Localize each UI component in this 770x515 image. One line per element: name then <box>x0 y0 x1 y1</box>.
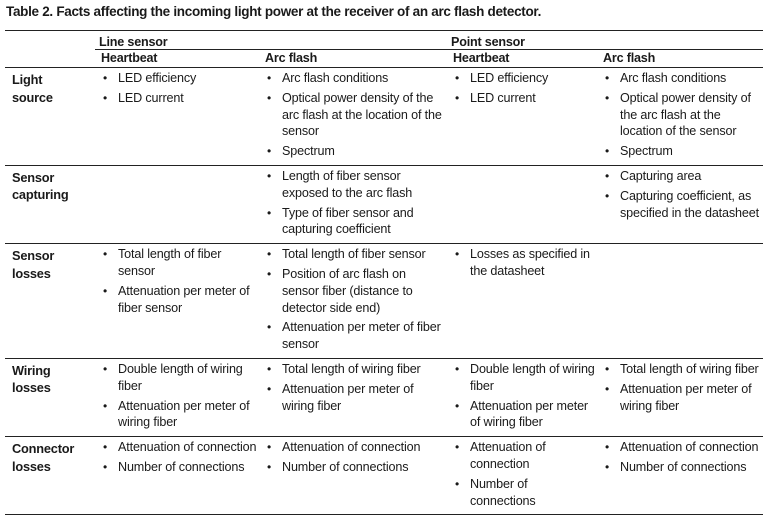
row-header-line: source <box>12 89 53 105</box>
row-header-line: capturing <box>12 187 69 203</box>
bullet-list <box>97 244 257 321</box>
list-item: • LED current <box>97 90 257 107</box>
row-header-line: Light <box>12 72 43 87</box>
bullet-list <box>261 244 445 358</box>
bullet-list <box>599 244 761 248</box>
list-item: • Attenuation per meter of wiring fiber <box>599 381 761 415</box>
list-item: • Attenuation per meter of fiber sensor <box>97 283 257 317</box>
bullet-list <box>261 68 445 165</box>
facts-table <box>5 30 763 515</box>
row-header <box>5 244 95 359</box>
list-item: • Double length of wiring fiber <box>449 361 595 395</box>
bullet-list <box>449 68 595 112</box>
cell-point-heartbeat <box>447 165 597 243</box>
list-item: • Attenuation per meter of fiber sensor <box>261 319 445 353</box>
group-header-line-sensor: Line sensor <box>95 31 447 50</box>
table-row <box>5 244 763 359</box>
bullet-list <box>261 437 445 481</box>
list-item: • LED efficiency <box>449 70 595 87</box>
subheader-line-arc-flash: Arc flash <box>259 50 447 68</box>
list-item: • Double length of wiring fiber <box>97 361 257 395</box>
list-item: • Attenuation of connection <box>599 439 761 456</box>
table-row <box>5 165 763 243</box>
cell-point-arc-flash <box>597 437 763 515</box>
list-item: • Losses as specified in the datasheet <box>449 246 595 280</box>
cell-line-arc-flash <box>259 165 447 243</box>
cell-point-arc-flash <box>597 165 763 243</box>
row-header-line: losses <box>12 458 51 474</box>
bullet-list <box>449 437 595 514</box>
list-item: • Optical power density of the arc flash at the location of the sensor <box>599 90 761 140</box>
cell-point-arc-flash <box>597 244 763 359</box>
table-row <box>5 358 763 436</box>
cell-point-arc-flash <box>597 68 763 166</box>
list-item: • Attenuation of connection <box>97 439 257 456</box>
list-item: • Capturing area <box>599 168 761 185</box>
corner-cell <box>5 31 95 50</box>
list-item: • Total length of wiring fiber <box>261 361 445 378</box>
list-item: • Arc flash conditions <box>599 70 761 87</box>
list-item: • Spectrum <box>599 143 761 160</box>
list-item: • Attenuation per meter of wiring fiber <box>261 381 445 415</box>
bullet-list <box>97 166 257 170</box>
bullet-list <box>97 437 257 481</box>
bullet-list <box>97 68 257 112</box>
bullet-list <box>261 359 445 419</box>
bullet-list <box>261 166 445 243</box>
group-header-point-sensor: Point sensor <box>447 31 763 50</box>
cell-point-arc-flash <box>597 358 763 436</box>
cell-point-heartbeat <box>447 244 597 359</box>
list-item: • Capturing coefficient, as specified in the datasheet <box>599 188 761 222</box>
cell-line-heartbeat <box>95 358 259 436</box>
list-item: • LED current <box>449 90 595 107</box>
bullet-list <box>599 359 761 419</box>
subheader-point-arc-flash: Arc flash <box>597 50 763 68</box>
list-item: • Arc flash conditions <box>261 70 445 87</box>
subheader-point-heartbeat: Heartbeat <box>447 50 597 68</box>
row-header-line: losses <box>12 265 51 281</box>
list-item: • Number of connections <box>599 459 761 476</box>
table-caption: Table 2. Facts affecting the incoming light power at the receiver of an arc flash detector. <box>6 4 542 19</box>
cell-line-arc-flash <box>259 437 447 515</box>
list-item: • Total length of wiring fiber <box>599 361 761 378</box>
cell-point-heartbeat <box>447 68 597 166</box>
list-item: • Type of fiber sensor and capturing coefficient <box>261 205 445 239</box>
bullet-list <box>449 244 595 285</box>
corner-cell-sub <box>5 50 95 68</box>
row-header <box>5 68 95 166</box>
bullet-list <box>599 166 761 226</box>
bullet-list <box>599 437 761 481</box>
cell-line-arc-flash <box>259 244 447 359</box>
bullet-list <box>97 359 257 436</box>
cell-line-heartbeat <box>95 165 259 243</box>
list-item: • LED efficiency <box>97 70 257 87</box>
list-item: • Attenuation per meter of wiring fiber <box>97 398 257 432</box>
bullet-list <box>449 166 595 170</box>
subheader-line-heartbeat: Heartbeat <box>95 50 259 68</box>
cell-line-heartbeat <box>95 68 259 166</box>
list-item: • Length of fiber sensor exposed to the arc flash <box>261 168 445 202</box>
row-header <box>5 358 95 436</box>
list-item: • Spectrum <box>261 143 445 160</box>
table-header <box>5 31 763 68</box>
table-body <box>5 68 763 515</box>
list-item: • Number of connections <box>97 459 257 476</box>
row-header-line: losses <box>12 380 51 396</box>
list-item: • Attenuation per meter of wiring fiber <box>449 398 595 432</box>
table-row <box>5 68 763 166</box>
table-row <box>5 437 763 515</box>
row-header <box>5 165 95 243</box>
row-header-line: Connector <box>12 441 75 457</box>
cell-line-arc-flash <box>259 68 447 166</box>
cell-point-heartbeat <box>447 358 597 436</box>
cell-line-heartbeat <box>95 437 259 515</box>
list-item: • Total length of fiber sensor <box>261 246 445 263</box>
bullet-list <box>449 359 595 436</box>
list-item: • Attenuation of connection <box>449 439 595 473</box>
list-item: • Total length of fiber sensor <box>97 246 257 280</box>
list-item: • Number of connections <box>261 459 445 476</box>
list-item: • Position of arc flash on sensor fiber (distance to detector side end) <box>261 266 445 316</box>
list-item: • Optical power density of the arc flash at the location of the sensor <box>261 90 445 140</box>
cell-line-heartbeat <box>95 244 259 359</box>
row-header-line: Sensor <box>12 248 55 264</box>
row-header <box>5 437 95 515</box>
list-item: • Attenuation of connection <box>261 439 445 456</box>
cell-line-arc-flash <box>259 358 447 436</box>
list-item: • Number of connections <box>449 476 595 510</box>
row-header-line: Wiring <box>12 362 51 378</box>
bullet-list <box>599 68 761 165</box>
row-header-line: Sensor <box>12 169 55 185</box>
cell-point-heartbeat <box>447 437 597 515</box>
